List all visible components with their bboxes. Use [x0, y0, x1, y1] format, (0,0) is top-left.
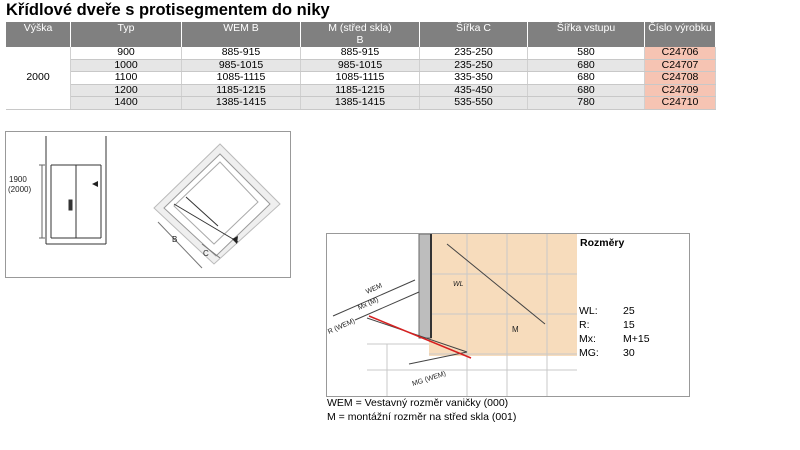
legend-line-m: M = montážní rozměr na střed skla (001): [327, 411, 517, 423]
height-label-1: 1900: [9, 175, 27, 184]
cell-entry-width: 580: [528, 47, 645, 59]
dimension-key: R:: [579, 319, 590, 331]
cell-entry-width: 780: [528, 97, 645, 110]
plan-view-drawing: [154, 144, 280, 268]
label-c: C: [203, 249, 209, 258]
wall-profile: [419, 234, 431, 338]
cell-entry-width: 680: [528, 59, 645, 72]
cell-product-no: C24709: [645, 84, 716, 97]
door-diagram: [6, 132, 290, 277]
cell-type: 900: [71, 47, 182, 59]
cell-entry-width: 680: [528, 84, 645, 97]
col-header-entry-width: Šířka vstupu: [528, 22, 645, 47]
dimension-row-mg: [579, 347, 635, 359]
label-r-wem: R (WEM): [327, 317, 357, 336]
dimension-row-wl: [579, 305, 635, 317]
cell-wem: 885-915: [182, 47, 301, 59]
cell-m: 1385-1415: [301, 97, 420, 110]
label-m: M: [512, 325, 519, 334]
table-row: [6, 47, 716, 59]
label-b: B: [172, 235, 178, 244]
cell-type: 1400: [71, 97, 182, 110]
table-row: [6, 59, 716, 72]
cell-product-no: C24707: [645, 59, 716, 72]
col-header-m: M (střed skla) B: [301, 22, 420, 47]
cell-product-no: C24706: [645, 47, 716, 59]
label-mg-wem: MG (WEM): [411, 370, 447, 388]
dimension-key: MG:: [579, 347, 599, 359]
table-row: [6, 84, 716, 97]
dimension-value: M+15: [623, 333, 650, 345]
cell-product-no: C24708: [645, 72, 716, 85]
cell-type: 1100: [71, 72, 182, 85]
dimensions-panel: [576, 234, 688, 395]
dimension-value: 30: [623, 347, 635, 359]
spec-table: [6, 22, 716, 110]
page-title: Křídlové dveře s protisegmentem do niky: [6, 1, 330, 19]
cell-m: 1085-1115: [301, 72, 420, 85]
label-wem: WEM: [364, 282, 384, 296]
col-header-height: Výška: [6, 22, 71, 47]
cell-entry-width: 680: [528, 72, 645, 85]
dimension-value: 25: [623, 305, 635, 317]
height-cell: 2000: [6, 47, 71, 109]
cell-width-c: 235-250: [420, 59, 528, 72]
front-elevation-drawing: [39, 136, 106, 244]
cell-type: 1200: [71, 84, 182, 97]
cell-wem: 985-1015: [182, 59, 301, 72]
label-wl: WL: [453, 281, 464, 288]
dimension-row-r: [579, 319, 635, 331]
cell-m: 985-1015: [301, 59, 420, 72]
cell-width-c: 235-250: [420, 47, 528, 59]
cell-wem: 1085-1115: [182, 72, 301, 85]
table-row: [6, 97, 716, 110]
col-header-width-c: Šířka C: [420, 22, 528, 47]
label-mx: Mx (M): [356, 296, 380, 312]
cell-wem: 1385-1415: [182, 97, 301, 110]
dimension-key: Mx:: [579, 333, 596, 345]
col-header-product-no: Číslo výrobku: [645, 22, 716, 47]
table-row: [6, 72, 716, 85]
dimensions-heading: Rozměry: [580, 237, 625, 249]
cell-wem: 1185-1215: [182, 84, 301, 97]
dimension-value: 15: [623, 319, 635, 331]
installation-detail-diagram: [327, 234, 577, 396]
legend-line-wem: WEM = Vestavný rozměr vaničky (000): [327, 397, 509, 409]
cell-width-c: 335-350: [420, 72, 528, 85]
cell-product-no: C24710: [645, 97, 716, 110]
table-header-row: [6, 22, 716, 47]
cell-type: 1000: [71, 59, 182, 72]
cell-width-c: 435-450: [420, 84, 528, 97]
col-header-type: Typ: [71, 22, 182, 47]
height-label-2: (2000): [8, 185, 32, 194]
col-header-wem: WEM B: [182, 22, 301, 47]
cell-m: 885-915: [301, 47, 420, 59]
door-diagram-panel: [5, 131, 291, 278]
cell-width-c: 535-550: [420, 97, 528, 110]
dimension-key: WL:: [579, 305, 598, 317]
cell-m: 1185-1215: [301, 84, 420, 97]
dimension-row-mx: [579, 333, 650, 345]
tray-area: [429, 234, 577, 356]
